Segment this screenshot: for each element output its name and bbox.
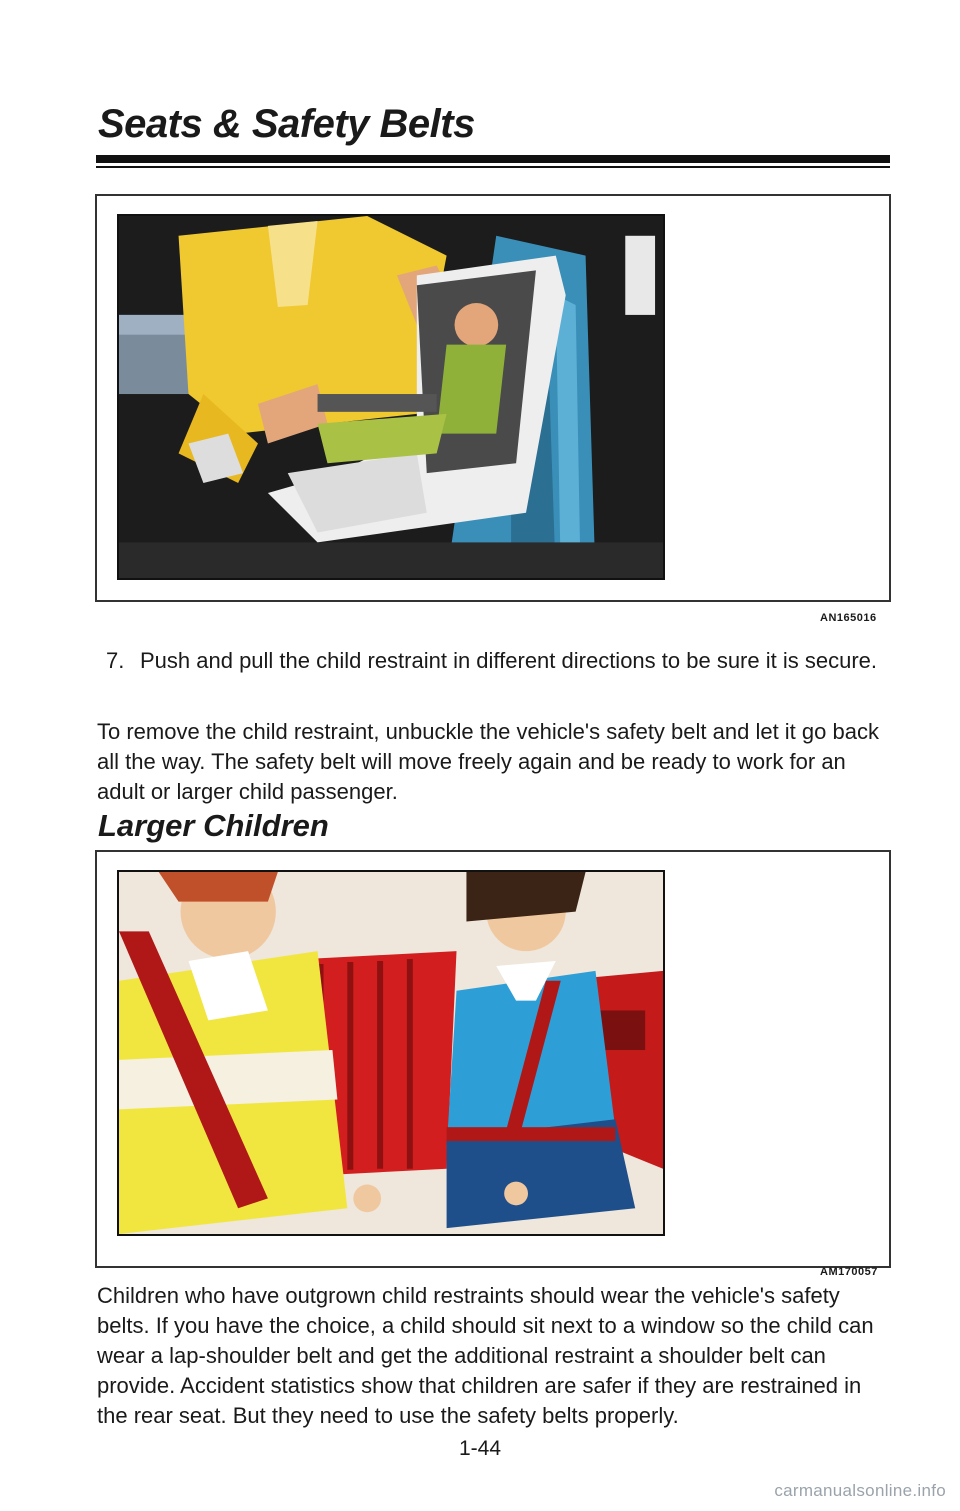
step-number: 7. xyxy=(106,648,125,673)
illustration-child-restraint xyxy=(117,214,665,580)
page-title: Seats & Safety Belts xyxy=(98,102,475,146)
watermark-text: carmanualsonline.info xyxy=(774,1481,946,1500)
step-text: Push and pull the child restraint in different directions to be sure it is secure. xyxy=(140,648,877,673)
illustration-larger-children xyxy=(117,870,665,1236)
paragraph-larger-children: Children who have outgrown child restraints should wear the vehicle's safety belts. If you have the choice, a child should sit next to a window so the child can wear a lap-shoulder belt and get the additional restraint a shoulder belt can provide. Accident statistics show that children are safer if they are restrained in the rear seat. But they need to use the safety belts properly. xyxy=(97,1283,874,1428)
figure-code: AN165016 xyxy=(820,612,877,624)
header-rule xyxy=(96,155,890,163)
page-number: 1-44 xyxy=(458,1437,502,1460)
figure-code: AM170057 xyxy=(820,1266,878,1278)
step-7 xyxy=(106,646,886,676)
paragraph-remove-restraint: To remove the child restraint, unbuckle the vehicle's safety belt and let it go back all the way. The safety belt will move freely again and be ready to work for an adult or larger child passenger. xyxy=(97,719,879,804)
section-heading-larger-children: Larger Children xyxy=(98,808,329,843)
header-rule-thin xyxy=(96,166,890,168)
